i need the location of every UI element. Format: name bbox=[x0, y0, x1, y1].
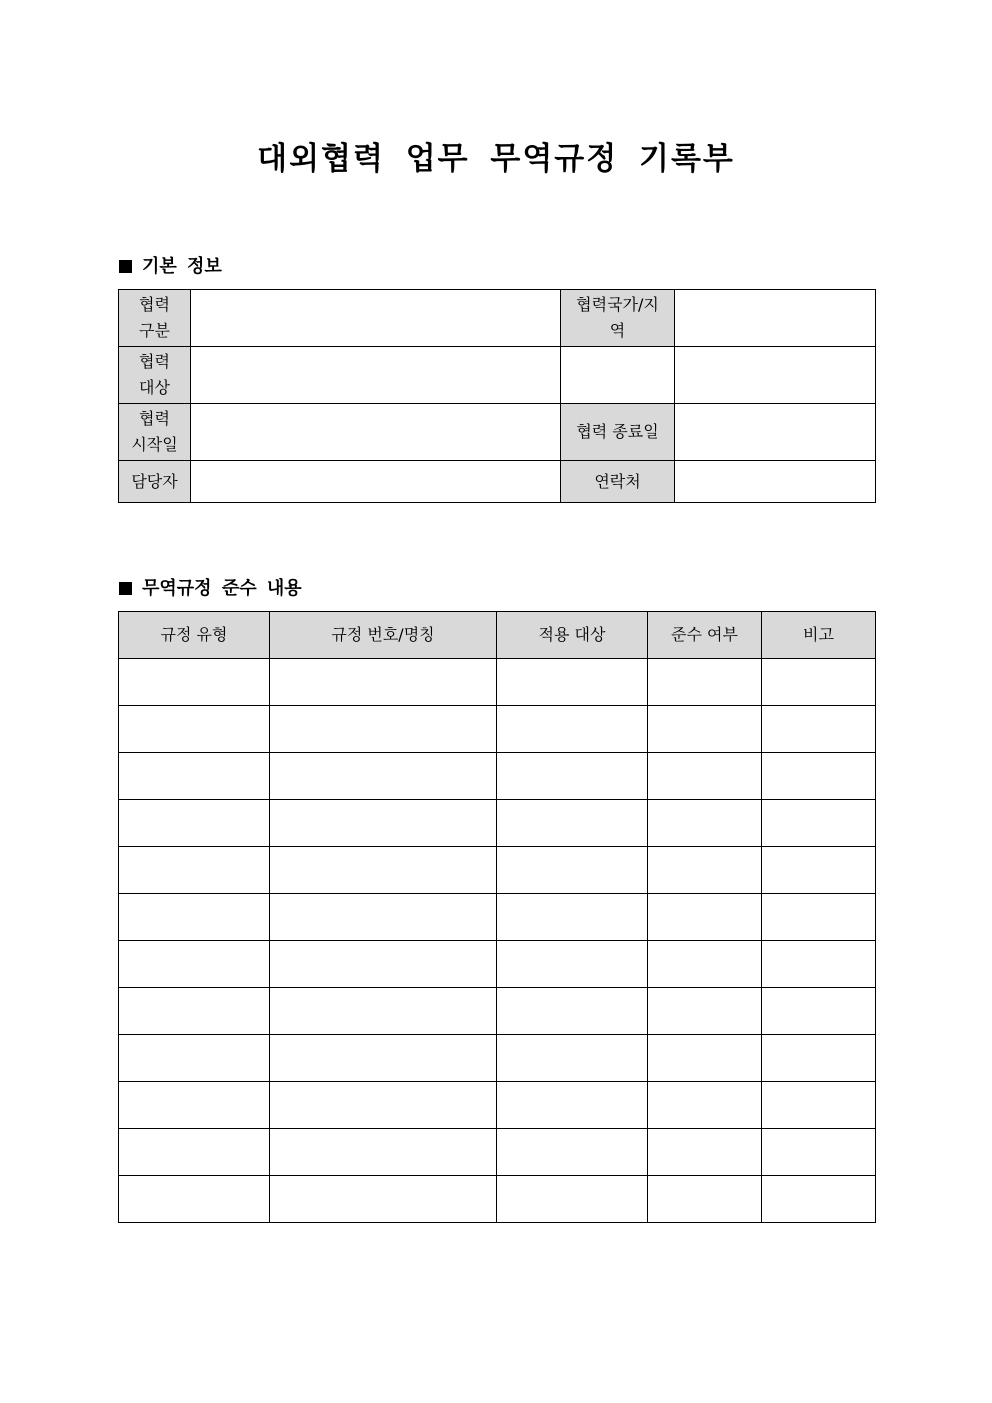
table-row bbox=[119, 1035, 876, 1082]
target-cell[interactable] bbox=[497, 706, 648, 753]
regulation-name-cell[interactable] bbox=[270, 1176, 497, 1223]
regulation-type-cell[interactable] bbox=[119, 800, 270, 847]
notes-cell[interactable] bbox=[762, 800, 876, 847]
target-cell[interactable] bbox=[497, 659, 648, 706]
cooperation-country-field[interactable] bbox=[675, 290, 876, 347]
column-header-regulation-type: 규정 유형 bbox=[119, 612, 270, 659]
regulation-name-cell[interactable] bbox=[270, 659, 497, 706]
square-bullet-icon bbox=[119, 582, 132, 595]
regulation-name-cell[interactable] bbox=[270, 800, 497, 847]
person-in-charge-field[interactable] bbox=[191, 461, 561, 503]
cooperation-type-field[interactable] bbox=[191, 290, 561, 347]
target-cell[interactable] bbox=[497, 753, 648, 800]
regulation-name-cell[interactable] bbox=[270, 847, 497, 894]
compliance-cell[interactable] bbox=[648, 894, 762, 941]
label-cooperation-type bbox=[119, 290, 191, 347]
regulation-name-cell[interactable] bbox=[270, 941, 497, 988]
table-header-row bbox=[119, 612, 876, 659]
regulation-type-cell[interactable] bbox=[119, 1176, 270, 1223]
table-row bbox=[119, 347, 876, 404]
square-bullet-icon bbox=[119, 260, 132, 273]
regulation-name-cell[interactable] bbox=[270, 753, 497, 800]
table-row bbox=[119, 404, 876, 461]
notes-cell[interactable] bbox=[762, 1129, 876, 1176]
regulation-type-cell[interactable] bbox=[119, 847, 270, 894]
target-cell[interactable] bbox=[497, 1129, 648, 1176]
regulation-name-cell[interactable] bbox=[270, 706, 497, 753]
regulation-type-cell[interactable] bbox=[119, 894, 270, 941]
target-cell[interactable] bbox=[497, 894, 648, 941]
compliance-cell[interactable] bbox=[648, 1082, 762, 1129]
regulation-name-cell[interactable] bbox=[270, 1035, 497, 1082]
column-header-regulation-name: 규정 번호/명칭 bbox=[270, 612, 497, 659]
notes-cell[interactable] bbox=[762, 1176, 876, 1223]
table-row bbox=[119, 659, 876, 706]
trade-compliance-table bbox=[118, 611, 876, 1223]
start-date-field[interactable] bbox=[191, 404, 561, 461]
notes-cell[interactable] bbox=[762, 988, 876, 1035]
regulation-name-cell[interactable] bbox=[270, 1082, 497, 1129]
label-line: 협력 bbox=[139, 409, 170, 428]
table-row bbox=[119, 800, 876, 847]
label-cooperation-country bbox=[561, 290, 675, 347]
table-row bbox=[119, 706, 876, 753]
cooperation-target-field[interactable] bbox=[191, 347, 561, 404]
compliance-cell[interactable] bbox=[648, 706, 762, 753]
label-cooperation-target bbox=[119, 347, 191, 404]
blank-label-cell bbox=[561, 347, 675, 404]
notes-cell[interactable] bbox=[762, 1082, 876, 1129]
basic-info-table bbox=[118, 289, 876, 503]
table-row bbox=[119, 753, 876, 800]
table-row bbox=[119, 290, 876, 347]
regulation-type-cell[interactable] bbox=[119, 706, 270, 753]
end-date-field[interactable] bbox=[675, 404, 876, 461]
regulation-type-cell[interactable] bbox=[119, 1035, 270, 1082]
table-row bbox=[119, 894, 876, 941]
label-line: 대상 bbox=[139, 378, 170, 397]
target-cell[interactable] bbox=[497, 1082, 648, 1129]
compliance-cell[interactable] bbox=[648, 847, 762, 894]
notes-cell[interactable] bbox=[762, 706, 876, 753]
regulation-name-cell[interactable] bbox=[270, 988, 497, 1035]
label-line: 협력 bbox=[139, 352, 170, 371]
compliance-cell[interactable] bbox=[648, 941, 762, 988]
label-line: 구분 bbox=[139, 321, 170, 340]
compliance-cell[interactable] bbox=[648, 1129, 762, 1176]
notes-cell[interactable] bbox=[762, 1035, 876, 1082]
regulation-type-cell[interactable] bbox=[119, 1082, 270, 1129]
blank-value-field[interactable] bbox=[675, 347, 876, 404]
notes-cell[interactable] bbox=[762, 941, 876, 988]
table-row bbox=[119, 1082, 876, 1129]
label-line: 역 bbox=[609, 321, 626, 340]
notes-cell[interactable] bbox=[762, 753, 876, 800]
table-row bbox=[119, 1176, 876, 1223]
section-heading-text: 무역규정 준수 내용 bbox=[142, 578, 302, 599]
contact-field[interactable] bbox=[675, 461, 876, 503]
target-cell[interactable] bbox=[497, 1035, 648, 1082]
table-row bbox=[119, 461, 876, 503]
target-cell[interactable] bbox=[497, 847, 648, 894]
label-end-date: 협력 종료일 bbox=[561, 404, 675, 461]
table-row bbox=[119, 988, 876, 1035]
compliance-cell[interactable] bbox=[648, 1035, 762, 1082]
target-cell[interactable] bbox=[497, 941, 648, 988]
target-cell[interactable] bbox=[497, 1176, 648, 1223]
section-heading-basic-info bbox=[119, 252, 222, 278]
column-header-notes: 비고 bbox=[762, 612, 876, 659]
regulation-type-cell[interactable] bbox=[119, 753, 270, 800]
regulation-type-cell[interactable] bbox=[119, 1129, 270, 1176]
column-header-compliance: 준수 여부 bbox=[648, 612, 762, 659]
label-line: 협력 bbox=[139, 295, 170, 314]
compliance-cell[interactable] bbox=[648, 753, 762, 800]
label-line: 협력국가/지 bbox=[576, 295, 659, 314]
label-contact: 연락처 bbox=[561, 461, 675, 503]
section-heading-text: 기본 정보 bbox=[142, 256, 222, 277]
regulation-type-cell[interactable] bbox=[119, 659, 270, 706]
section-heading-trade-compliance bbox=[119, 574, 302, 600]
label-person-in-charge: 담당자 bbox=[119, 461, 191, 503]
target-cell[interactable] bbox=[497, 988, 648, 1035]
target-cell[interactable] bbox=[497, 800, 648, 847]
notes-cell[interactable] bbox=[762, 659, 876, 706]
label-start-date bbox=[119, 404, 191, 461]
table-row bbox=[119, 941, 876, 988]
regulation-type-cell[interactable] bbox=[119, 941, 270, 988]
regulation-type-cell[interactable] bbox=[119, 988, 270, 1035]
column-header-target: 적용 대상 bbox=[497, 612, 648, 659]
document-title: 대외협력 업무 무역규정 기록부 bbox=[257, 141, 735, 177]
label-line: 시작일 bbox=[131, 435, 178, 454]
table-row bbox=[119, 1129, 876, 1176]
notes-cell[interactable] bbox=[762, 894, 876, 941]
regulation-name-cell[interactable] bbox=[270, 894, 497, 941]
compliance-cell[interactable] bbox=[648, 988, 762, 1035]
table-row bbox=[119, 847, 876, 894]
notes-cell[interactable] bbox=[762, 847, 876, 894]
compliance-cell[interactable] bbox=[648, 1176, 762, 1223]
compliance-cell[interactable] bbox=[648, 800, 762, 847]
compliance-cell[interactable] bbox=[648, 659, 762, 706]
regulation-name-cell[interactable] bbox=[270, 1129, 497, 1176]
